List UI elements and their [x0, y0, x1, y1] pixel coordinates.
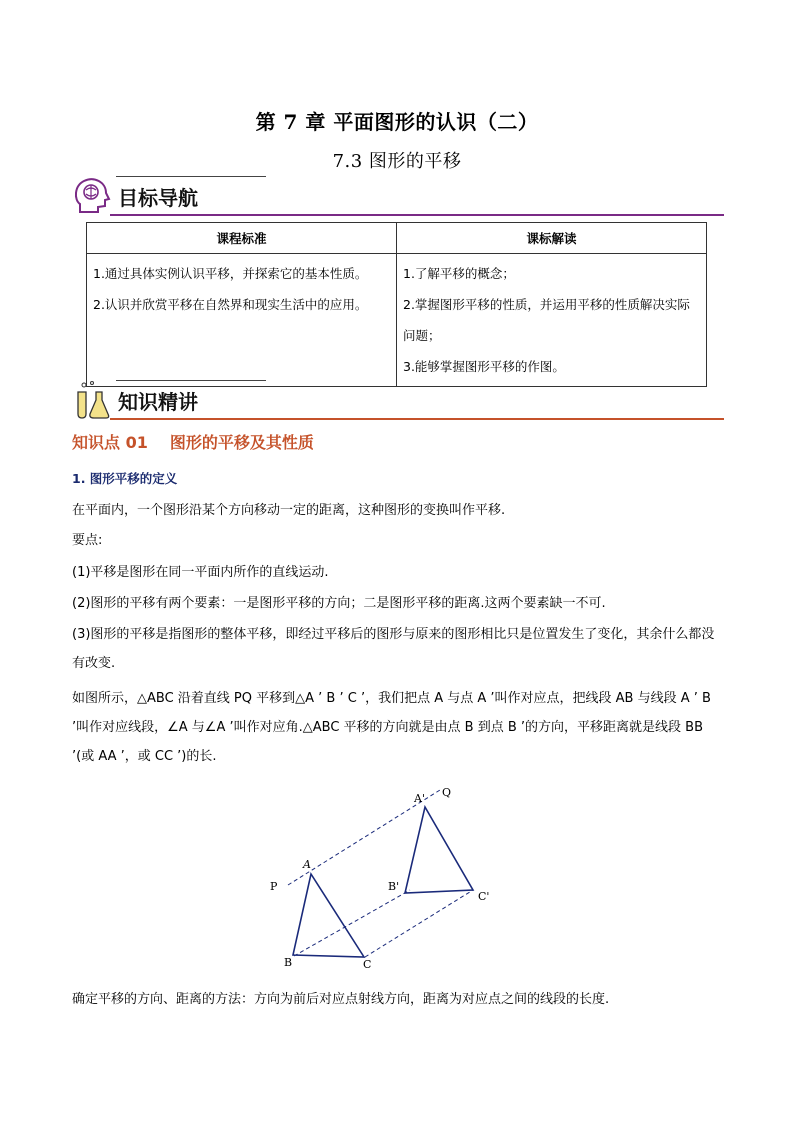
goals-banner-label: 目标导航 — [118, 186, 198, 210]
definition-heading: 1. 图形平移的定义 — [72, 471, 178, 486]
method-paragraph: 确定平移的方向、距离的方法：方向为前后对应点射线方向，距离为对应点之间的线段的长度. — [72, 992, 610, 1007]
label-q: Q — [442, 786, 452, 799]
knowledge-point-name: 图形的平移及其性质 — [169, 433, 314, 452]
chapter-title: 第 7 章 平面图形的认识（二） — [255, 110, 539, 134]
segment-cc1 — [365, 890, 473, 957]
point-item: (1)平移是图形在同一平面内所作的直线运动. — [72, 565, 329, 580]
point-item: (3)图形的平移是指图形的整体平移，即经过平移后的图形与原来的图形相比只是位置发生了变化，其余什么都没有改变. — [72, 627, 715, 671]
goals-banner-rule — [110, 214, 724, 216]
example-paragraph: 如图所示，△ABC 沿着直线 PQ 平移到△A ’ B ’ C ’，我们把点 A 与点 A ’叫作对应点，把线段 AB 与线段 A ’ B ’叫作对应线段，∠A 与∠A ’叫作对应角.△ABC 平移的方向就是由点 B 到点 B ’的方向，平移距离就是线段 BB ’(或 AA ’，或 CC ’)的长. — [72, 691, 711, 764]
head-brain-icon — [72, 176, 112, 216]
label-a: A — [303, 858, 311, 871]
triangle-abc — [293, 874, 364, 957]
standard-item: 2.认识并欣赏平移在自然界和现实生活中的应用。 — [93, 297, 368, 312]
label-c-prime: C' — [478, 890, 490, 903]
interpretation-item: 3.能够掌握图形平移的作图。 — [403, 359, 565, 374]
knowledge-banner-label: 知识精讲 — [118, 390, 198, 414]
label-c: C — [363, 958, 372, 970]
label-b-prime: B' — [388, 880, 400, 893]
standards-cell — [87, 254, 397, 387]
points-label: 要点: — [72, 533, 103, 548]
label-b: B — [284, 956, 293, 969]
segment-bb1 — [294, 890, 410, 956]
table-header-interpretation: 课标解读 — [397, 223, 707, 254]
section-title: 7.3 图形的平移 — [332, 151, 462, 172]
lab-flask-icon — [72, 380, 112, 420]
knowledge-point-number: 知识点 01 — [72, 433, 148, 452]
standard-item: 1.通过具体实例认识平移，并探索它的基本性质。 — [93, 266, 368, 281]
interpretation-item: 2.掌握图形平移的性质，并运用平移的性质解决实际问题； — [403, 297, 690, 343]
knowledge-point-title — [72, 430, 314, 453]
knowledge-banner — [70, 380, 724, 430]
goals-banner — [70, 176, 724, 226]
point-item: (2)图形的平移有两个要素：一是图形平移的方向；二是图形平移的距离.这两个要素缺一不可. — [72, 596, 606, 611]
knowledge-banner-rule — [110, 418, 724, 420]
definition-text: 在平面内，一个图形沿某个方向移动一定的距离，这种图形的变换叫作平移. — [72, 503, 506, 518]
interpretation-item: 1.了解平移的概念； — [403, 266, 515, 281]
translation-figure — [260, 780, 500, 970]
triangle-a1b1c1 — [405, 807, 473, 893]
interpretation-cell — [397, 254, 707, 387]
label-p: P — [270, 880, 278, 893]
standards-table — [86, 222, 707, 387]
table-header-standard: 课程标准 — [87, 223, 397, 254]
label-a-prime: A' — [414, 792, 425, 805]
